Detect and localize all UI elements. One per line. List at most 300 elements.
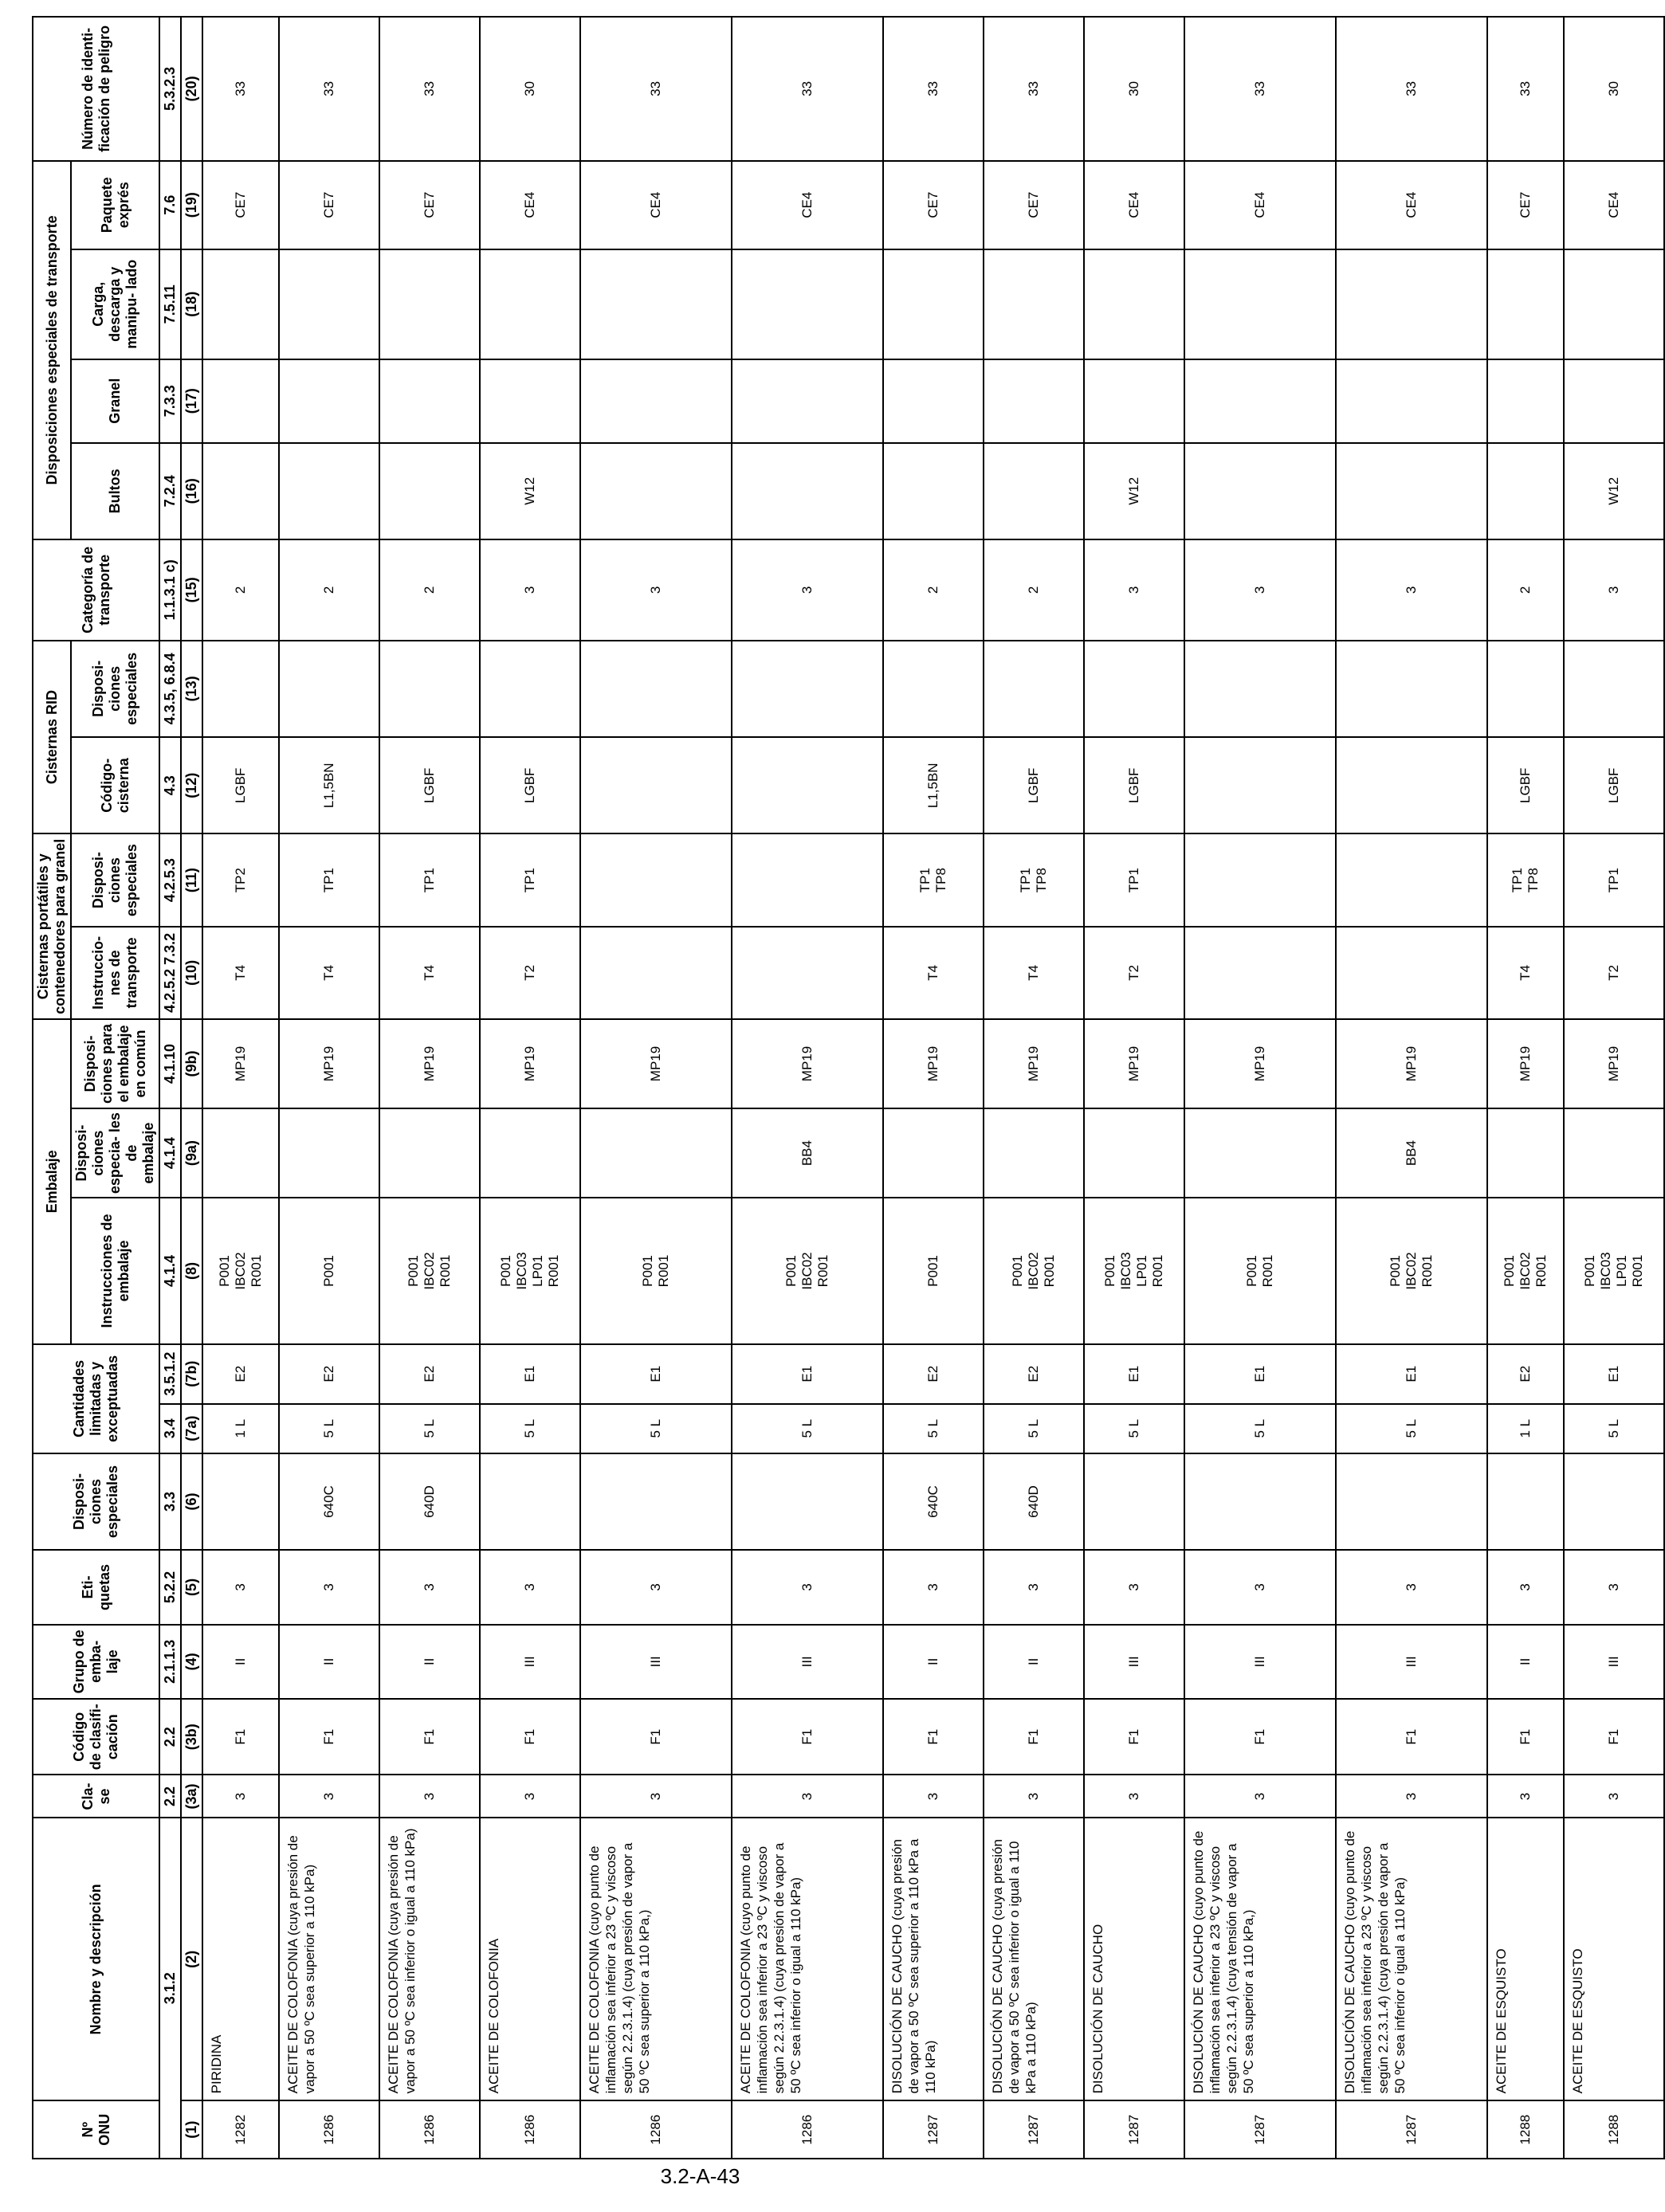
substance-name-cell: ACEITE DE ESQUISTO: [1564, 1818, 1664, 2100]
column-number-cell: (17): [181, 359, 202, 443]
table-cell: 33: [1184, 17, 1336, 161]
table-cell: MP19: [580, 1019, 732, 1108]
table-cell: T4: [1487, 927, 1564, 1019]
table-row: [279, 17, 379, 2159]
table-cell: F1: [279, 1699, 379, 1775]
table-cell: E2: [883, 1344, 984, 1404]
table-cell: 30: [480, 17, 580, 161]
un-number-cell: 1286: [379, 2100, 480, 2159]
column-number-cell: (6): [181, 1453, 202, 1550]
table-cell: 3: [580, 1775, 732, 1818]
table-cell: F1: [1184, 1699, 1336, 1775]
table-row: [580, 17, 732, 2159]
table-cell: [1487, 641, 1564, 737]
table-cell: 5 L: [580, 1404, 732, 1453]
table-cell: [1564, 1108, 1664, 1198]
table-row: [379, 17, 480, 2159]
column-number-cell: (4): [181, 1625, 202, 1699]
table-cell: LGBF: [379, 737, 480, 833]
table-row: [1084, 17, 1184, 2159]
table-cell: 33: [1336, 17, 1487, 161]
table-cell: T4: [379, 927, 480, 1019]
substance-name-cell: ACEITE DE ESQUISTO: [1487, 1818, 1564, 2100]
section-reference-row: [159, 17, 181, 2159]
table-cell: [1487, 443, 1564, 539]
table-cell: 5 L: [1564, 1404, 1664, 1453]
column-number-cell: (7a): [181, 1404, 202, 1453]
table-cell: CE4: [480, 161, 580, 249]
header-loading-handling: Carga, descarga y manipu- lado: [71, 249, 159, 359]
section-ref-cell: 7.2.4: [159, 443, 181, 539]
table-cell: 30: [1084, 17, 1184, 161]
table-cell: 3: [202, 1775, 279, 1818]
table-cell: LGBF: [480, 737, 580, 833]
table-cell: TP1: [1084, 833, 1184, 926]
header-transport-category: Categoría de transporte: [33, 539, 159, 641]
table-cell: E2: [1487, 1344, 1564, 1404]
table-cell: F1: [1487, 1699, 1564, 1775]
table-cell: P001 IBC03 LP01 R001: [1084, 1198, 1184, 1344]
un-number-cell: 1286: [279, 2100, 379, 2159]
table-cell: [202, 1453, 279, 1550]
table-cell: 1 L: [1487, 1404, 1564, 1453]
table-cell: 3: [1564, 1775, 1664, 1818]
substance-name-cell: ACEITE DE COLOFONIA (cuyo punto de inflamación sea inferior a 23 ºC y viscoso según 2.2.3.1.4) (cuya presión de vapor a 50 ºC sea superior a 110 kPa,): [580, 1818, 732, 2100]
table-cell: [480, 641, 580, 737]
table-cell: [580, 641, 732, 737]
table-cell: [1084, 641, 1184, 737]
section-ref-cell: 3.1.2: [159, 1818, 181, 2159]
table-cell: [379, 249, 480, 359]
table-cell: P001 IBC02 R001: [379, 1198, 480, 1344]
table-cell: F1: [883, 1699, 984, 1775]
section-ref-cell: 4.3: [159, 737, 181, 833]
header-labels: Eti- quetas: [33, 1550, 159, 1624]
un-number-cell: 1287: [1084, 2100, 1184, 2159]
table-cell: LGBF: [1564, 737, 1664, 833]
page-number: 3.2-A-43: [660, 2164, 740, 2188]
table-cell: CE7: [984, 161, 1084, 249]
table-cell: L1,5BN: [883, 737, 984, 833]
table-cell: [1084, 249, 1184, 359]
section-ref-cell: 2.2: [159, 1699, 181, 1775]
table-cell: [1336, 249, 1487, 359]
table-cell: E2: [279, 1344, 379, 1404]
table-cell: 33: [202, 17, 279, 161]
table-cell: E1: [480, 1344, 580, 1404]
table-cell: [1084, 359, 1184, 443]
table-cell: F1: [202, 1699, 279, 1775]
table-cell: [279, 1108, 379, 1198]
column-number-cell: (1): [181, 2100, 202, 2159]
header-hazard-id-number: Número de identi- ficación de peligro: [33, 17, 159, 161]
rotated-table-sheet: [32, 16, 1645, 2159]
header-tank-special: Disposi- ciones especiales: [71, 641, 159, 737]
column-number-cell: (8): [181, 1198, 202, 1344]
table-cell: 3: [1184, 1550, 1336, 1624]
table-body: [202, 17, 1664, 2159]
table-cell: 640D: [379, 1453, 480, 1550]
table-cell: 3: [480, 539, 580, 641]
table-cell: [883, 641, 984, 737]
table-cell: [1487, 249, 1564, 359]
table-cell: 5 L: [1336, 1404, 1487, 1453]
table-cell: E2: [379, 1344, 480, 1404]
un-number-cell: 1287: [1184, 2100, 1336, 2159]
table-cell: E1: [1084, 1344, 1184, 1404]
table-cell: [1487, 1108, 1564, 1198]
table-cell: III: [480, 1625, 580, 1699]
column-number-cell: (20): [181, 17, 202, 161]
table-cell: T2: [1084, 927, 1184, 1019]
section-ref-cell: 2.1.1.3: [159, 1625, 181, 1699]
table-cell: F1: [480, 1699, 580, 1775]
table-cell: F1: [1084, 1699, 1184, 1775]
table-cell: [379, 443, 480, 539]
header-un-number: Nº ONU: [33, 2100, 159, 2159]
header-rid-tanks: Cisternas RID: [33, 641, 71, 834]
table-cell: [480, 249, 580, 359]
table-cell: [732, 249, 883, 359]
header-express-parcel: Paquete exprés: [71, 161, 159, 249]
table-cell: E1: [732, 1344, 883, 1404]
table-cell: 3: [379, 1775, 480, 1818]
table-cell: MP19: [279, 1019, 379, 1108]
table-cell: [279, 443, 379, 539]
table-cell: III: [1184, 1625, 1336, 1699]
table-cell: MP19: [732, 1019, 883, 1108]
table-row: [480, 17, 580, 2159]
table-cell: [1336, 1453, 1487, 1550]
table-cell: [480, 1453, 580, 1550]
table-cell: [580, 927, 732, 1019]
table-cell: [202, 443, 279, 539]
column-number-cell: (11): [181, 833, 202, 926]
table-cell: F1: [1564, 1699, 1664, 1775]
table-cell: P001 R001: [580, 1198, 732, 1344]
table-cell: [279, 249, 379, 359]
table-cell: 3: [732, 1775, 883, 1818]
table-cell: TP1: [279, 833, 379, 926]
table-row: [883, 17, 984, 2159]
table-cell: CE7: [279, 161, 379, 249]
table-cell: [580, 1453, 732, 1550]
section-ref-cell: 3.3: [159, 1453, 181, 1550]
table-cell: 2: [202, 539, 279, 641]
table-cell: MP19: [1336, 1019, 1487, 1108]
table-cell: E2: [984, 1344, 1084, 1404]
table-cell: E1: [580, 1344, 732, 1404]
un-number-cell: 1282: [202, 2100, 279, 2159]
table-cell: [580, 249, 732, 359]
header-packaging: Embalaje: [33, 1019, 71, 1344]
table-cell: [732, 737, 883, 833]
table-cell: 2: [984, 539, 1084, 641]
substance-name-cell: PIRIDINA: [202, 1818, 279, 2100]
table-cell: [883, 443, 984, 539]
table-cell: [279, 359, 379, 443]
table-cell: F1: [984, 1699, 1084, 1775]
table-cell: 3: [732, 1550, 883, 1624]
table-cell: BB4: [1336, 1108, 1487, 1198]
table-cell: [202, 641, 279, 737]
table-cell: 3: [984, 1775, 1084, 1818]
table-cell: MP19: [480, 1019, 580, 1108]
table-cell: [883, 359, 984, 443]
table-cell: P001 R001: [1184, 1198, 1336, 1344]
table-cell: 33: [1487, 17, 1564, 161]
column-number-cell: (7b): [181, 1344, 202, 1404]
table-cell: [1184, 927, 1336, 1019]
table-cell: II: [984, 1625, 1084, 1699]
header-bulk: Granel: [71, 359, 159, 443]
column-number-cell: (5): [181, 1550, 202, 1624]
header-portable-tank-instructions: Instruccio- nes de transporte: [71, 927, 159, 1019]
table-cell: TP1: [379, 833, 480, 926]
column-number-cell: (2): [181, 1818, 202, 2100]
table-cell: 5 L: [984, 1404, 1084, 1453]
table-cell: 3: [1084, 1550, 1184, 1624]
table-cell: [580, 1108, 732, 1198]
table-cell: 33: [580, 17, 732, 161]
column-number-cell: (3b): [181, 1699, 202, 1775]
section-ref-cell: 5.2.2: [159, 1550, 181, 1624]
table-cell: 3: [1084, 539, 1184, 641]
table-cell: MP19: [202, 1019, 279, 1108]
column-number-row: [181, 17, 202, 2159]
header-limited-quantities: Cantidades limitadas y exceptuadas: [33, 1344, 159, 1453]
table-cell: [480, 1108, 580, 1198]
table-row: [1336, 17, 1487, 2159]
table-cell: F1: [1336, 1699, 1487, 1775]
header-special-transport-provisions: Disposiciones especiales de transporte: [33, 161, 71, 539]
table-cell: P001: [279, 1198, 379, 1344]
table-cell: F1: [732, 1699, 883, 1775]
table-cell: 5 L: [1084, 1404, 1184, 1453]
table-cell: [580, 833, 732, 926]
un-number-cell: 1288: [1487, 2100, 1564, 2159]
header-packing-instructions: Instrucciones de embalaje: [71, 1198, 159, 1344]
table-cell: 3: [1487, 1775, 1564, 1818]
substance-name-cell: ACEITE DE COLOFONIA (cuya presión de vapor a 50 ºC sea inferior o igual a 110 kPa): [379, 1818, 480, 2100]
substance-name-cell: DISOLUCIÓN DE CAUCHO (cuyo punto de inflamación sea inferior a 23 ºC y viscoso según 2.2.3.1.4) (cuya presión de vapor a 50 ºC sea inferior o igual a 110 kPa): [1336, 1818, 1487, 2100]
table-cell: [1487, 1453, 1564, 1550]
table-cell: P001 IBC03 LP01 R001: [480, 1198, 580, 1344]
un-number-cell: 1286: [480, 2100, 580, 2159]
table-cell: [202, 359, 279, 443]
column-number-cell: (9a): [181, 1108, 202, 1198]
substance-name-cell: DISOLUCIÓN DE CAUCHO: [1084, 1818, 1184, 2100]
table-cell: T4: [279, 927, 379, 1019]
table-cell: LGBF: [1084, 737, 1184, 833]
column-number-cell: (18): [181, 249, 202, 359]
table-cell: [732, 833, 883, 926]
table-cell: [580, 443, 732, 539]
table-cell: 3: [580, 539, 732, 641]
section-ref-cell: 3.5.1.2: [159, 1344, 181, 1404]
table-cell: T2: [480, 927, 580, 1019]
table-cell: CE7: [1487, 161, 1564, 249]
table-row: [732, 17, 883, 2159]
table-cell: 2: [1487, 539, 1564, 641]
table-cell: CE7: [379, 161, 480, 249]
table-cell: CE4: [580, 161, 732, 249]
section-ref-cell: 7.5.11: [159, 249, 181, 359]
table-cell: MP19: [1487, 1019, 1564, 1108]
table-cell: 5 L: [279, 1404, 379, 1453]
table-cell: CE4: [1084, 161, 1184, 249]
header-packages: Bultos: [71, 443, 159, 539]
section-ref-cell: 5.3.2.3: [159, 17, 181, 161]
table-cell: W12: [1564, 443, 1664, 539]
table-cell: [1336, 641, 1487, 737]
table-cell: P001 IBC02 R001: [202, 1198, 279, 1344]
un-number-cell: 1287: [984, 2100, 1084, 2159]
table-cell: [1184, 641, 1336, 737]
un-number-cell: 1286: [732, 2100, 883, 2159]
table-cell: MP19: [1084, 1019, 1184, 1108]
table-cell: 33: [883, 17, 984, 161]
table-cell: CE7: [202, 161, 279, 249]
table-cell: [379, 1108, 480, 1198]
column-number-cell: (12): [181, 737, 202, 833]
table-cell: 2: [379, 539, 480, 641]
section-ref-cell: 4.1.4: [159, 1198, 181, 1344]
table-cell: [580, 359, 732, 443]
table-cell: W12: [1084, 443, 1184, 539]
table-cell: 33: [279, 17, 379, 161]
header-classification-code: Código de clasifi- cación: [33, 1699, 159, 1775]
table-cell: 640C: [883, 1453, 984, 1550]
table-cell: P001 IBC02 R001: [732, 1198, 883, 1344]
table-cell: II: [202, 1625, 279, 1699]
table-cell: [279, 641, 379, 737]
table-cell: 5 L: [1184, 1404, 1336, 1453]
table-cell: BB4: [732, 1108, 883, 1198]
table-cell: T4: [202, 927, 279, 1019]
table-cell: 3: [883, 1775, 984, 1818]
section-ref-cell: 7.6: [159, 161, 181, 249]
table-cell: 2: [279, 539, 379, 641]
table-cell: 3: [1184, 539, 1336, 641]
table-cell: P001 IBC02 R001: [1487, 1198, 1564, 1344]
substance-name-cell: ACEITE DE COLOFONIA: [480, 1818, 580, 2100]
table-cell: 5 L: [732, 1404, 883, 1453]
table-cell: T4: [883, 927, 984, 1019]
un-number-cell: 1287: [883, 2100, 984, 2159]
table-cell: [1084, 1453, 1184, 1550]
table-cell: P001 IBC02 R001: [1336, 1198, 1487, 1344]
header-class: Cla- se: [33, 1775, 159, 1818]
table-cell: [1564, 359, 1664, 443]
table-cell: 3: [1336, 539, 1487, 641]
table-cell: 3: [279, 1775, 379, 1818]
table-cell: 33: [379, 17, 480, 161]
table-cell: CE4: [1564, 161, 1664, 249]
table-cell: [1084, 1108, 1184, 1198]
header-portable-tanks: Cisternas portátiles y contenedores para granel: [33, 833, 71, 1018]
table-cell: II: [883, 1625, 984, 1699]
table-cell: III: [732, 1625, 883, 1699]
table-cell: III: [1336, 1625, 1487, 1699]
section-ref-cell: 4.1.4: [159, 1108, 181, 1198]
table-cell: III: [1564, 1625, 1664, 1699]
table-cell: W12: [480, 443, 580, 539]
column-number-cell: (19): [181, 161, 202, 249]
table-cell: 3: [984, 1550, 1084, 1624]
table-cell: T2: [1564, 927, 1664, 1019]
table-cell: LGBF: [984, 737, 1084, 833]
un-number-cell: 1286: [580, 2100, 732, 2159]
table-cell: [1184, 359, 1336, 443]
table-row: [1487, 17, 1564, 2159]
table-cell: 3: [1564, 1550, 1664, 1624]
table-cell: 1 L: [202, 1404, 279, 1453]
table-cell: [1336, 359, 1487, 443]
table-cell: 3: [1564, 539, 1664, 641]
substance-name-cell: ACEITE DE COLOFONIA (cuyo punto de inflamación sea inferior a 23 ºC y viscoso según 2.2.3.1.4) (cuya presión de vapor a 50 ºC sea inferior o igual a 110 kPa): [732, 1818, 883, 2100]
table-cell: [732, 641, 883, 737]
table-cell: III: [1084, 1625, 1184, 1699]
section-ref-cell: 4.1.10: [159, 1019, 181, 1108]
table-cell: [202, 1108, 279, 1198]
table-cell: 3: [279, 1550, 379, 1624]
table-row: [1184, 17, 1336, 2159]
table-cell: E1: [1336, 1344, 1487, 1404]
un-number-cell: 1287: [1336, 2100, 1487, 2159]
table-cell: [1564, 249, 1664, 359]
table-cell: 3: [1084, 1775, 1184, 1818]
section-ref-cell: 7.3.3: [159, 359, 181, 443]
table-cell: [1184, 737, 1336, 833]
table-cell: 3: [480, 1775, 580, 1818]
table-cell: 33: [732, 17, 883, 161]
table-cell: [984, 359, 1084, 443]
section-ref-cell: 4.2.5.3: [159, 833, 181, 926]
table-cell: TP1 TP8: [1487, 833, 1564, 926]
table-cell: [984, 249, 1084, 359]
table-cell: II: [1487, 1625, 1564, 1699]
table-cell: E1: [1184, 1344, 1336, 1404]
table-cell: [202, 249, 279, 359]
table-cell: [1336, 833, 1487, 926]
column-number-cell: (13): [181, 641, 202, 737]
section-ref-cell: 3.4: [159, 1404, 181, 1453]
table-cell: CE7: [883, 161, 984, 249]
table-cell: 3: [1184, 1775, 1336, 1818]
table-cell: 3: [1336, 1775, 1487, 1818]
table-cell: [379, 359, 480, 443]
table-cell: [1184, 833, 1336, 926]
table-row: [984, 17, 1084, 2159]
table-cell: P001 IBC02 R001: [984, 1198, 1084, 1344]
table-cell: P001 IBC03 LP01 R001: [1564, 1198, 1664, 1344]
table-cell: [480, 359, 580, 443]
table-cell: MP19: [1564, 1019, 1664, 1108]
table-cell: [1487, 359, 1564, 443]
table-cell: CE4: [1184, 161, 1336, 249]
table-cell: [1184, 249, 1336, 359]
header-name-description: Nombre y descripción: [33, 1818, 159, 2100]
table-cell: TP1: [1564, 833, 1664, 926]
table-cell: TP1: [480, 833, 580, 926]
header-mixed-packing: Disposi- ciones para el embalaje en común: [71, 1019, 159, 1108]
table-cell: III: [580, 1625, 732, 1699]
table-cell: 5 L: [480, 1404, 580, 1453]
header-tank-code: Código- cisterna: [71, 737, 159, 833]
table-cell: E1: [1564, 1344, 1664, 1404]
table-cell: [1184, 443, 1336, 539]
